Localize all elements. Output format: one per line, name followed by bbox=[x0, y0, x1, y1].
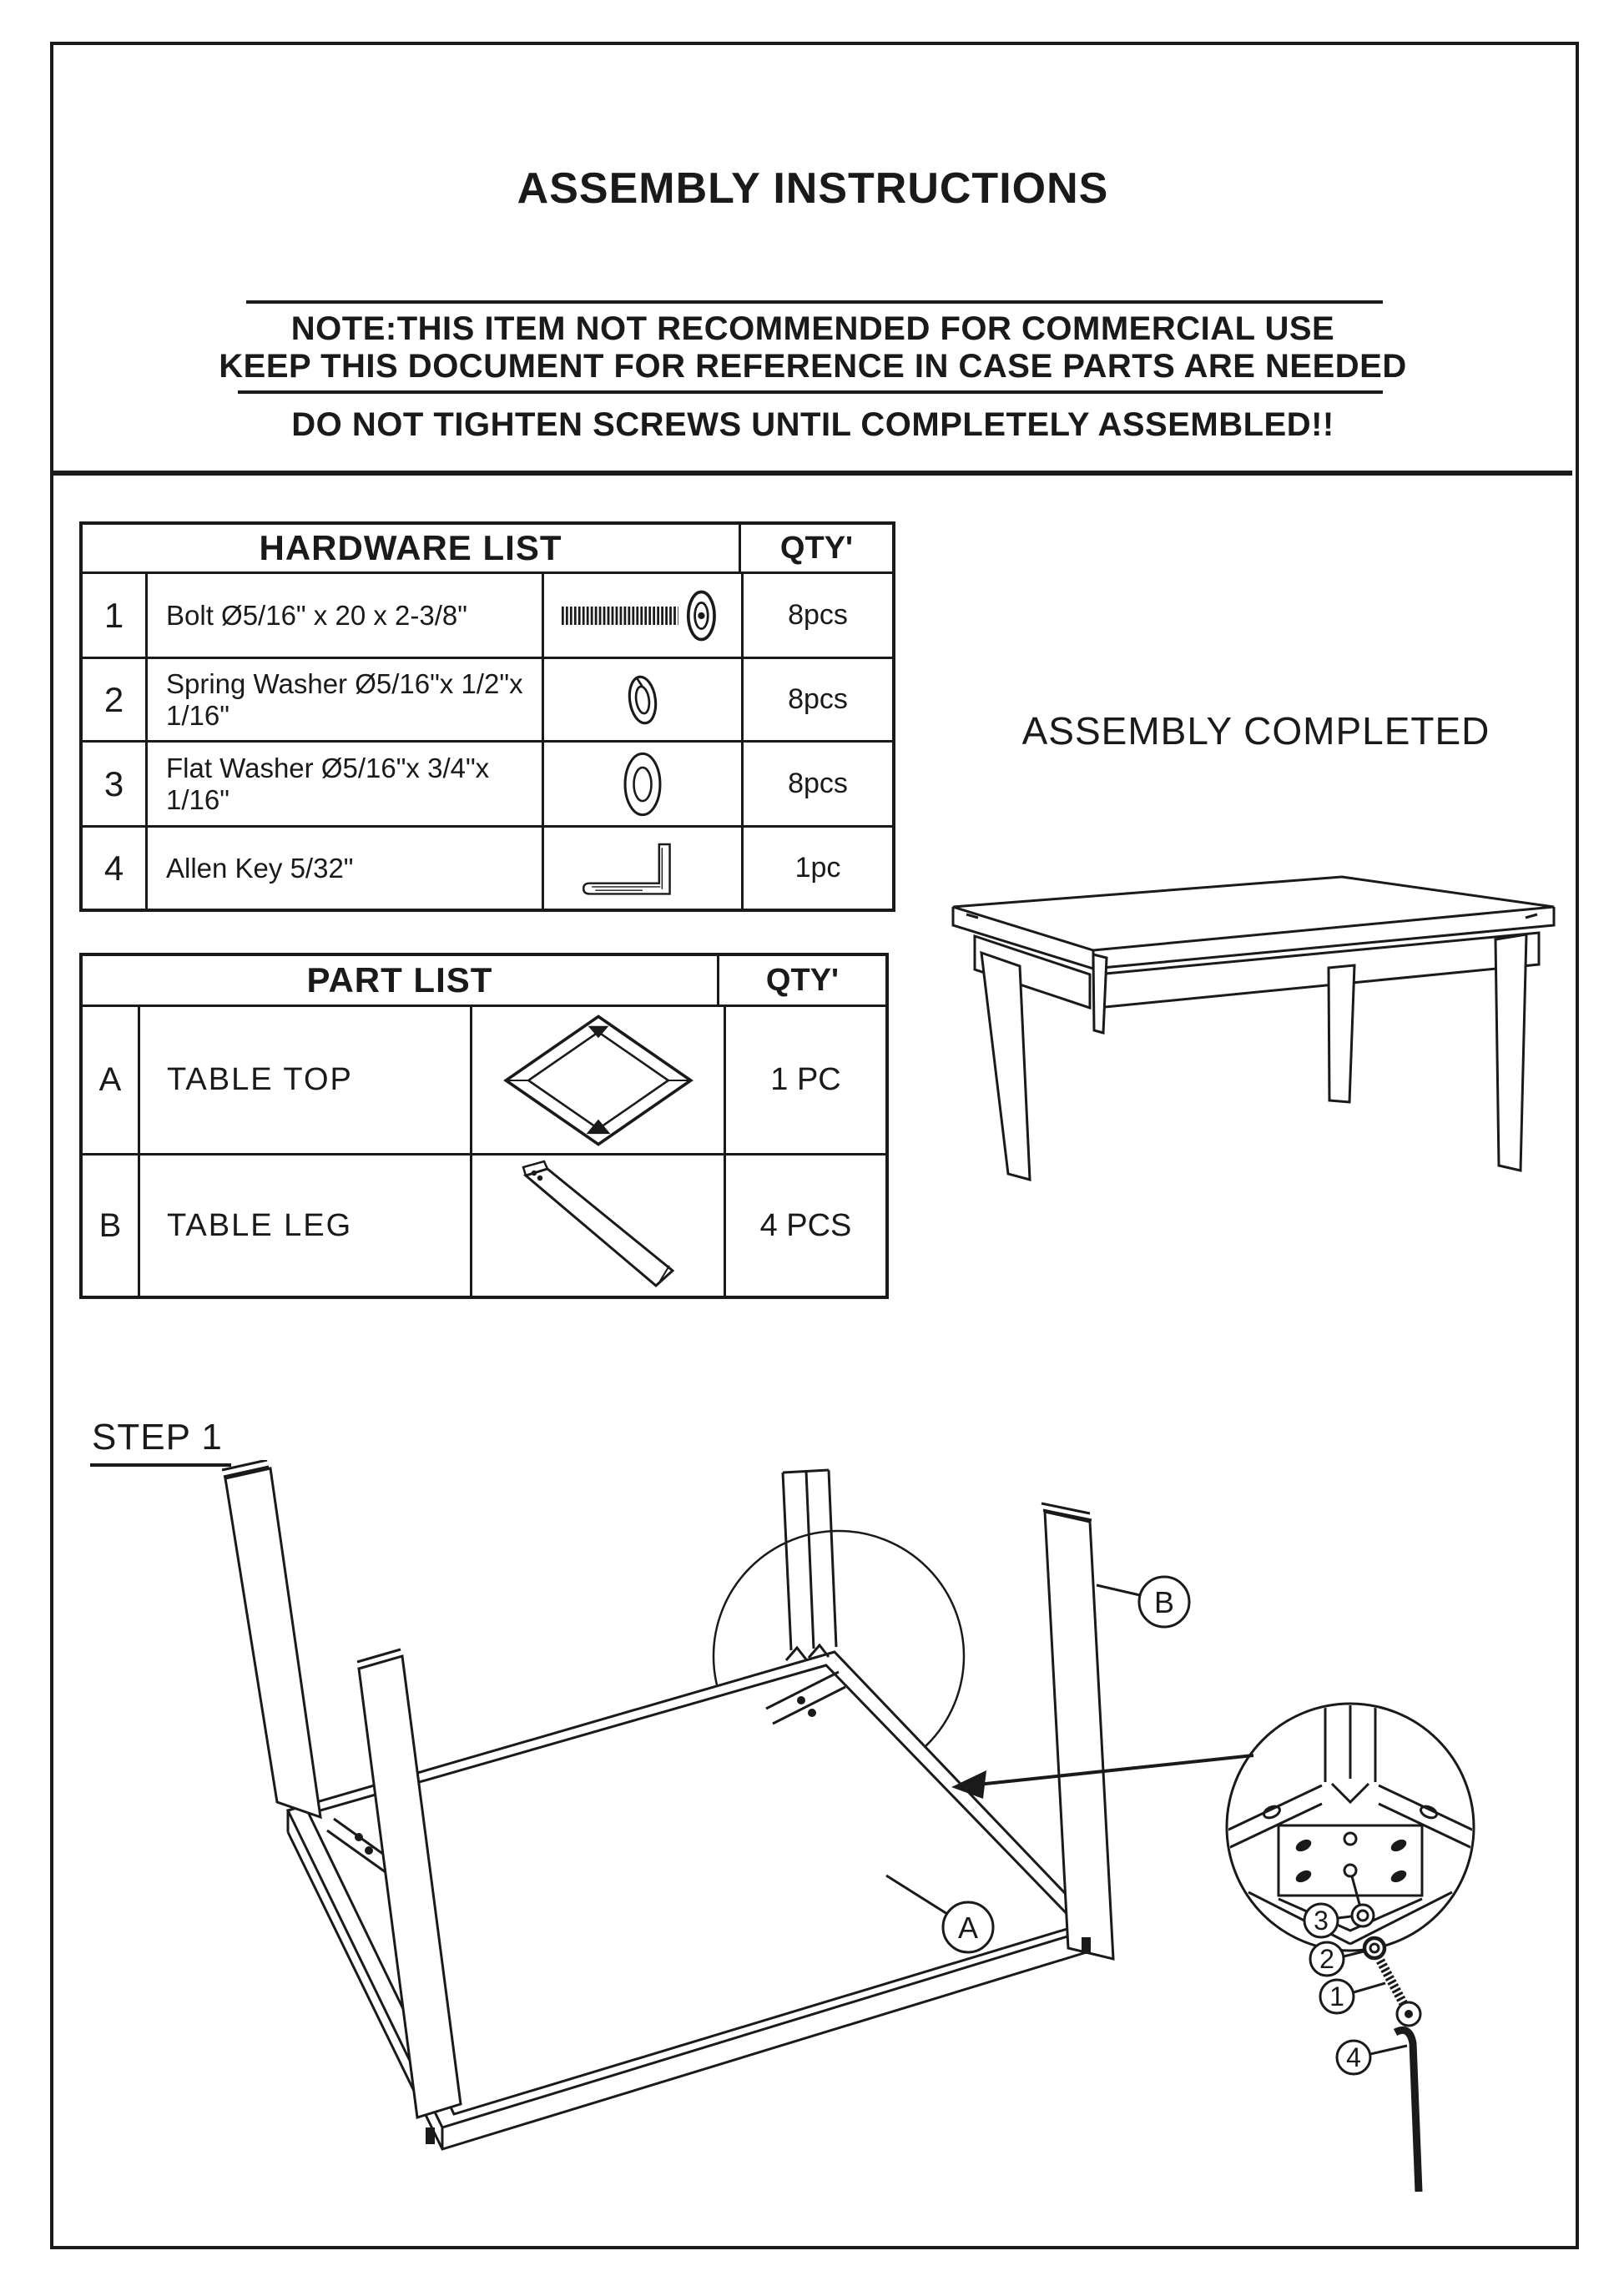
part-row-letter: B bbox=[98, 1206, 122, 1244]
bolt-icon bbox=[542, 574, 741, 657]
allen-key-icon bbox=[542, 828, 741, 909]
part-row-letter: A bbox=[98, 1061, 122, 1098]
hardware-row-qty: 8pcs bbox=[741, 743, 892, 825]
table-row bbox=[83, 657, 892, 740]
note-line-2: KEEP THIS DOCUMENT FOR REFERENCE IN CASE PARTS ARE NEEDED bbox=[219, 348, 1407, 385]
hardware-row-num: 4 bbox=[103, 848, 124, 888]
spring-washer-icon bbox=[542, 659, 741, 740]
hardware-row-desc: Flat Washer Ø5/16"x 3/4"x 1/16" bbox=[145, 743, 542, 825]
step1-illustration bbox=[83, 1460, 1586, 2244]
note-top-rule bbox=[246, 300, 1383, 304]
part-header-row bbox=[83, 956, 885, 1004]
hardware-qty-header: QTY' bbox=[739, 525, 892, 571]
table-row bbox=[83, 571, 892, 657]
table-top-label: A bbox=[957, 1911, 979, 1945]
part-list-title: PART LIST bbox=[306, 960, 493, 999]
part-row-qty: 1 PC bbox=[724, 1007, 885, 1153]
part-row-name: TABLE LEG bbox=[138, 1156, 470, 1296]
hardware-header-row bbox=[83, 525, 892, 571]
note-line-1: NOTE:THIS ITEM NOT RECOMMENDED FOR COMMERCIAL USE bbox=[290, 310, 1335, 347]
bolt-callout: 1 bbox=[1329, 1981, 1344, 2012]
hardware-row-desc: Spring Washer Ø5/16"x 1/2"x 1/16" bbox=[145, 659, 542, 740]
hardware-row-qty: 8pcs bbox=[741, 659, 892, 740]
table-row bbox=[83, 1153, 885, 1296]
table-row bbox=[83, 825, 892, 909]
part-row-qty: 4 PCS bbox=[724, 1156, 885, 1296]
hardware-row-desc: Allen Key 5/32" bbox=[145, 828, 542, 909]
warning-line: DO NOT TIGHTEN SCREWS UNTIL COMPLETELY ASSEMBLED!! bbox=[291, 406, 1334, 443]
hardware-row-num: 1 bbox=[103, 595, 124, 635]
page-title: ASSEMBLY INSTRUCTIONS bbox=[517, 164, 1109, 213]
flat-washer-icon bbox=[542, 743, 741, 825]
hardware-list-table bbox=[79, 521, 895, 912]
title-block-divider bbox=[50, 471, 1572, 476]
table-leg-icon bbox=[470, 1156, 724, 1296]
table-row bbox=[83, 1004, 885, 1153]
hardware-row-qty: 8pcs bbox=[741, 574, 892, 657]
part-list-table bbox=[79, 953, 889, 1299]
assembly-completed-label: ASSEMBLY COMPLETED bbox=[1021, 709, 1490, 753]
part-qty-header: QTY' bbox=[717, 956, 885, 1004]
part-row-name: TABLE TOP bbox=[138, 1007, 470, 1153]
completed-table-illustration bbox=[941, 851, 1567, 1318]
table-top-icon bbox=[470, 1007, 724, 1153]
hardware-row-num: 3 bbox=[103, 763, 124, 803]
note-bottom-rule bbox=[238, 390, 1383, 394]
spring-washer-callout: 2 bbox=[1319, 1944, 1334, 1974]
hardware-list-title: HARDWARE LIST bbox=[259, 528, 562, 567]
table-row bbox=[83, 740, 892, 825]
hardware-row-desc: Bolt Ø5/16" x 20 x 2-3/8" bbox=[145, 574, 542, 657]
allen-key-callout: 4 bbox=[1346, 2042, 1361, 2072]
flat-washer-callout: 3 bbox=[1314, 1906, 1329, 1936]
step1-label: STEP 1 bbox=[90, 1418, 231, 1467]
table-leg-label: B bbox=[1153, 1585, 1175, 1619]
hardware-row-num: 2 bbox=[103, 679, 124, 719]
hardware-row-qty: 1pc bbox=[741, 828, 892, 909]
